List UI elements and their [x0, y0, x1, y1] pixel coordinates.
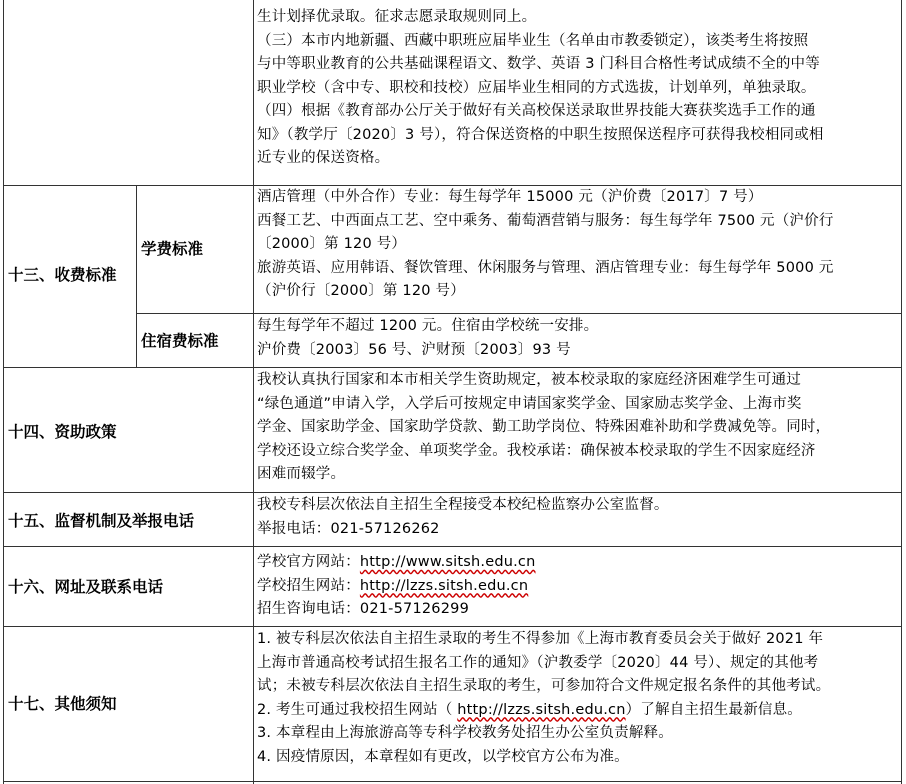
text-line: 知》（教学厅〔2020〕3 号），符合保送资格的中职生按照保送程序可获得我校相同或相: [257, 126, 824, 143]
sublabel-lodging: 住宿费标准: [141, 332, 219, 350]
supervision-content: [257, 494, 899, 541]
text-line: 举报电话：021-57126262: [257, 520, 440, 537]
text-line: 酒店管理（中外合作）专业：每生每学年 15000 元（沪价费〔2017〕7 号）: [257, 189, 763, 205]
text-line: 我校认真执行国家和本市相关学生资助规定，被本校录取的家庭经济困难学生可通过: [257, 372, 801, 388]
admission-site-link[interactable]: http://lzzs.sitsh.edu.cn: [359, 577, 529, 594]
notice-2-suffix: ）了解自主招生最新信息。: [625, 701, 803, 718]
text-line: 职业学校（含中专、职校和技校）应届毕业生相同的方式选拔，计划单列，单独录取。: [257, 79, 816, 96]
text-line: 每生每学年不超过 1200 元。住宿由学校统一安排。: [257, 318, 599, 334]
text-line: 与中等职业教育的公共基础课程语文、数学、英语 3 门科目合格性考试成绩不全的中等: [257, 56, 820, 72]
consult-phone: 招生咨询电话：021-57126299: [257, 601, 470, 617]
admission-site-line: [257, 575, 899, 599]
official-site-label: 学校官方网站：: [257, 554, 360, 570]
text-line: 试；未被专科层次依法自主招生录取的考生，可参加符合文件规定报名条件的其他考试。: [257, 678, 831, 694]
row-divider: [3, 546, 901, 547]
row-divider: [136, 313, 901, 314]
text-line: 我校专科层次依法自主招生全程接受本校纪检监察办公室监督。: [257, 497, 669, 513]
table-border-left: [3, 0, 4, 784]
row-divider: [3, 367, 901, 368]
text-line: 近专业的保送资格。: [257, 150, 390, 166]
table-divider-sub: [136, 185, 137, 367]
row-divider: [3, 492, 901, 493]
table-divider-label: [253, 0, 254, 784]
text-line: （四）根据《教育部办公厅关于做好有关高校保送录取世界技能大赛获奖选手工作的通: [257, 103, 816, 119]
text-line: 学校还设立综合奖学金、单项奖学金。我校承诺：确保被本校录取的学生不因家庭经济: [257, 442, 816, 459]
text-line: 生计划择优录取。征求志愿录取规则同上。: [257, 9, 537, 25]
section-label-contact: 十六、网址及联系电话: [8, 578, 164, 596]
text-line: 沪价费〔2003〕56 号、沪财预〔2003〕93 号: [257, 341, 571, 358]
text-line: 上海市普通高校考试招生报名工作的通知》（沪教委学〔2020〕44 号）、规定的其他考: [257, 654, 819, 671]
tuition-content: [257, 186, 899, 304]
text-line: 学金、国家助学金、国家助学贷款、勤工助学岗位、特殊困难补助和学费减免等。同时，: [257, 419, 831, 435]
other-content: [257, 628, 899, 769]
text-line: 困难而辍学。: [257, 466, 346, 482]
admission-site-label: 学校招生网站：: [257, 577, 360, 594]
official-site-link[interactable]: http://www.sitsh.edu.cn: [359, 554, 536, 570]
notice-2-prefix: 2. 考生可通过我校招生网站（: [257, 701, 458, 718]
official-site-line: [257, 551, 899, 575]
notice-2-line: [257, 699, 899, 723]
text-line: 西餐工艺、中西面点工艺、空中乘务、葡萄酒营销与服务：每生每学年 7500 元（沪价行: [257, 212, 834, 229]
text-line: “绿色通道”申请入学，入学后可按规定申请国家奖学金、国家励志奖学金、上海市奖: [257, 395, 802, 412]
section-label-aid: 十四、资助政策: [8, 423, 117, 441]
row-divider: [3, 626, 901, 627]
admission-site-link[interactable]: http://lzzs.sitsh.edu.cn: [457, 701, 626, 718]
sublabel-tuition: 学费标准: [141, 240, 204, 258]
contact-content: [257, 551, 899, 622]
lodging-content: [257, 315, 899, 362]
text-line: 4. 因疫情原因，本章程如有更改，以学校官方公布为准。: [257, 748, 629, 765]
text-line: 旅游英语、应用韩语、餐饮管理、休闲服务与管理、酒店管理专业：每生每学年 5000 元: [257, 259, 834, 276]
text-line: 〔2000〕第 120 号）: [257, 236, 407, 252]
row-divider: [3, 781, 901, 782]
section-label-other: 十七、其他须知: [8, 695, 117, 713]
text-line: 1. 被专科层次依法自主招生录取的考生不得参加《上海市教育委员会关于做好 2021 年: [257, 631, 824, 647]
text-line: 3. 本章程由上海旅游高等专科学校教务处招生办公室负责解释。: [257, 725, 673, 741]
text-line: （三）本市内地新疆、西藏中职班应届毕业生（名单由市教委锁定），该类考生将按照: [257, 32, 809, 49]
table-border-right: [901, 0, 902, 784]
section-label-fees: 十三、收费标准: [8, 266, 117, 284]
text-line: （沪价行〔2000〕第 120 号）: [257, 283, 465, 299]
aid-content: [257, 369, 899, 487]
continuation-content: [257, 6, 899, 171]
section-label-supervision: 十五、监督机制及举报电话: [8, 512, 195, 530]
